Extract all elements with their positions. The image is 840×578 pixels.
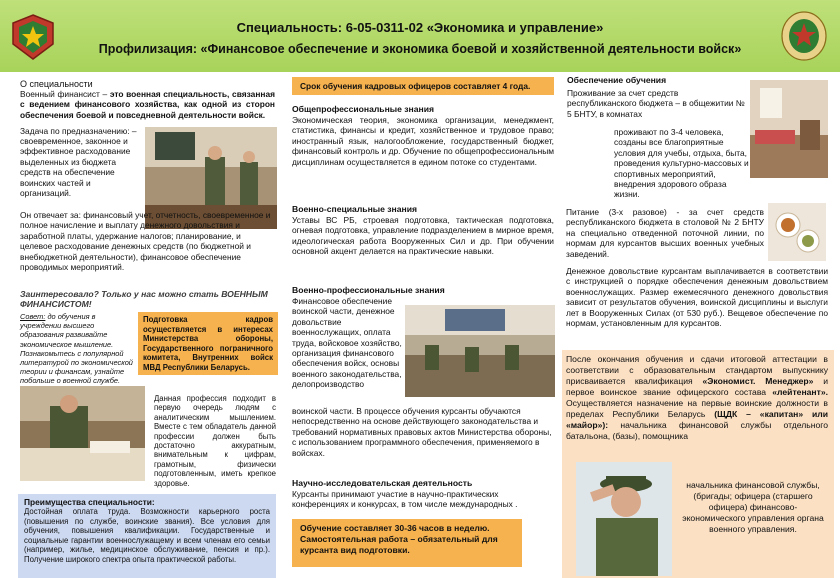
general-knowledge-text: Экономическая теория, экономика организации, менеджмент, статистика, финансы и кредит, хозяйственное и трудовое право; иностранный язык, налогообложение, государственный бюджет, финансовый контроль и др. Обучение по общепрофессиональным дисциплинам осуществляется в едином потоке со студентами. [292, 115, 554, 167]
about-title: О специальности [20, 79, 93, 89]
about-intro [20, 89, 275, 120]
study-desk-photo [20, 386, 145, 481]
rank: «лейтенант». [772, 387, 828, 397]
military-special-text: Уставы ВС РБ, строевая подготовка, тактическая подготовка, огневая подготовка, управление подразделением в мирное время, идеологическая работа Вооруженных Сил и др. При обучении основной акцент делается на практические навыки. [292, 215, 554, 257]
military-special-head: Военно-специальные знания [292, 204, 417, 214]
canteen-photo [768, 203, 826, 261]
intro-lead: Военный финансист – [20, 89, 110, 99]
advantages-box [18, 494, 276, 578]
header-banner [0, 0, 840, 72]
emblem-right-icon [780, 10, 828, 62]
research-head: Научно-исследовательская деятельность [292, 478, 473, 488]
military-professional-text-a: Финансовое обеспечение воинской части, денежное довольствие военнослужащих, оплата труда, войсковое хозяйство, организация финансового обеспечения войск, основы военного законодательства, делопроизводство [292, 296, 402, 390]
officer-salute-photo [576, 462, 672, 576]
after-graduation-text [566, 354, 828, 442]
food-text: Питание (3-х разовое) - за счет средств республиканского бюджета в столовой № 2 БНТУ на специально отведенной поточной линии, по нормам для курсантов высших военных учебных заведений. [566, 207, 764, 259]
military-professional-text-b: воинской части. В процессе обучения курсанты обучаются непосредственно на основе действующего законодательства и требований нормативных правовых актов Министерства обороны, с использованием программного обеспечения, применяемого в войсках. [292, 406, 552, 458]
ranks2: (ЩДК – «капитан» или «майор»): [566, 409, 829, 430]
military-professional-head: Военно-профессиональные знания [292, 285, 445, 295]
profile-title: Профилизация: «Финансовое обеспечение и экономика боевой и хозяйственной деятельности войск» [98, 42, 742, 56]
profession-text: Данная профессия подходит в первую очередь людям с аналитическим мышлением. Вместе с тем обладатель данной профессии должен быть достаточно аккуратным, внимательным к цифрам, грамотным, физически подготовленным, иметь крепкое здоровье. [154, 394, 276, 488]
after-d: начальника финансовой службы отдельного батальона, (базы), помощника [566, 420, 828, 441]
term-box: Срок обучения кадровых офицеров составляет 4 года. [292, 77, 554, 95]
provision-head: Обеспечение обучения [567, 75, 667, 85]
after-graduation-text-2: начальника финансовой службы, (бригады; офицера (старшего офицера) финансово-экономического управления органа военного управления. [682, 480, 824, 534]
interest-callout: Заинтересовало? Только у нас можно стать ВОЕННЫМ ФИНАНСИСТОМ! [20, 289, 268, 309]
housing-text-a: Проживание за счет средств республиканского бюджета – в общежитии № 5 БНТУ, в комнатах [567, 88, 745, 119]
research-text: Курсанты принимают участие в научно-практических конференциях и конкурсах, в том числе международных . [292, 489, 518, 510]
general-knowledge-head: Общепрофессиональные знания [292, 104, 435, 114]
advantages-text: Достойная оплата труда. Возможности карьерного роста (повышения по службе, воинские звания). Все условия для обучения, повышения квалификации. Государственные и социальные гарантии военнослужащему и всем членам его семьи (например, жилье, медицинское обслуживание, пенсия и пр.). Получение широкого спектра опыта практической работы. [24, 507, 270, 564]
advice-body: до обучения в учреждении высшего образования развивайте экономическое мышление. Познакомьтесь с популярной литературой по экономической теории и финансам, узнайте побольше о военной службе. [20, 312, 133, 386]
advantages-head: Преимущества специальности: [24, 497, 155, 507]
duties-text: Он отвечает за: финансовый учет, отчетность, своевременное и полное начисление и выплату денежного довольствия и заработной платы, удержание налогов; планирование, и целевое расходование денежных средств (по бюджетной и внебюджетной деятельности), финансовое обеспечение проводимых мероприятий. [20, 210, 271, 273]
advice-text [20, 312, 135, 386]
after-b: и первое воинское звание офицерского состава [566, 376, 828, 397]
tasks-text: своевременное, законное и эффективное расходование выделенных из бюджета средств на обеспечение воинских частей и организаций. [20, 136, 131, 199]
study-hours-box: Обучение составляет 30-36 часов в неделю. Самостоятельная работа – обязательный для курсанта вид подготовки. [292, 519, 522, 567]
salary-text: Денежное довольствие курсантам выплачивается в соответствии с инструкцией о порядке обеспечения денежным довольствием военнослужащих. Размер ежемесячного денежного довольствия зависит от результатов обучения, воинской дисциплины и выслуги лет в Вооруженных Силах (от 530 руб.). Вещевое обеспечение по нормам, установленным для курсантов. [566, 266, 828, 329]
tasks-head: Задача по предназначению: – [20, 126, 137, 136]
training-interests-box: Подготовка кадров осуществляется в интересах Министерства обороны, Государственного пограничного комитета, Внутренних войск МВД Республики Беларусь. [138, 312, 278, 375]
dormitory-photo [750, 80, 828, 178]
advice-lead: Совет: [20, 312, 46, 321]
after-c: Осуществляется назначение на первые воинские должности в пределах Республики Беларусь [566, 398, 828, 419]
lecture-hall-photo [405, 305, 555, 397]
specialty-title: Специальность: 6-05-0311-02 «Экономика и управление» [236, 20, 604, 35]
after-a: После окончания обучения и сдачи итоговой аттестации в соответствии с образовательным стандартом выпускнику присваивается квалификация [566, 354, 828, 386]
intro-bold: это военная специальность, связанная с ведением финансового хозяйства, как одной из сторон обеспечения боевой и повседневной деятельности войск. [20, 89, 275, 120]
qualification: «Экономист. Менеджер» [702, 376, 814, 386]
housing-text-b: проживают по 3-4 человека, созданы все благоприятные условия для учебы, отдыха, быта, проведения культурно-массовых и спортивных мероприятий, внедрения здорового образа жизни. [614, 127, 749, 200]
